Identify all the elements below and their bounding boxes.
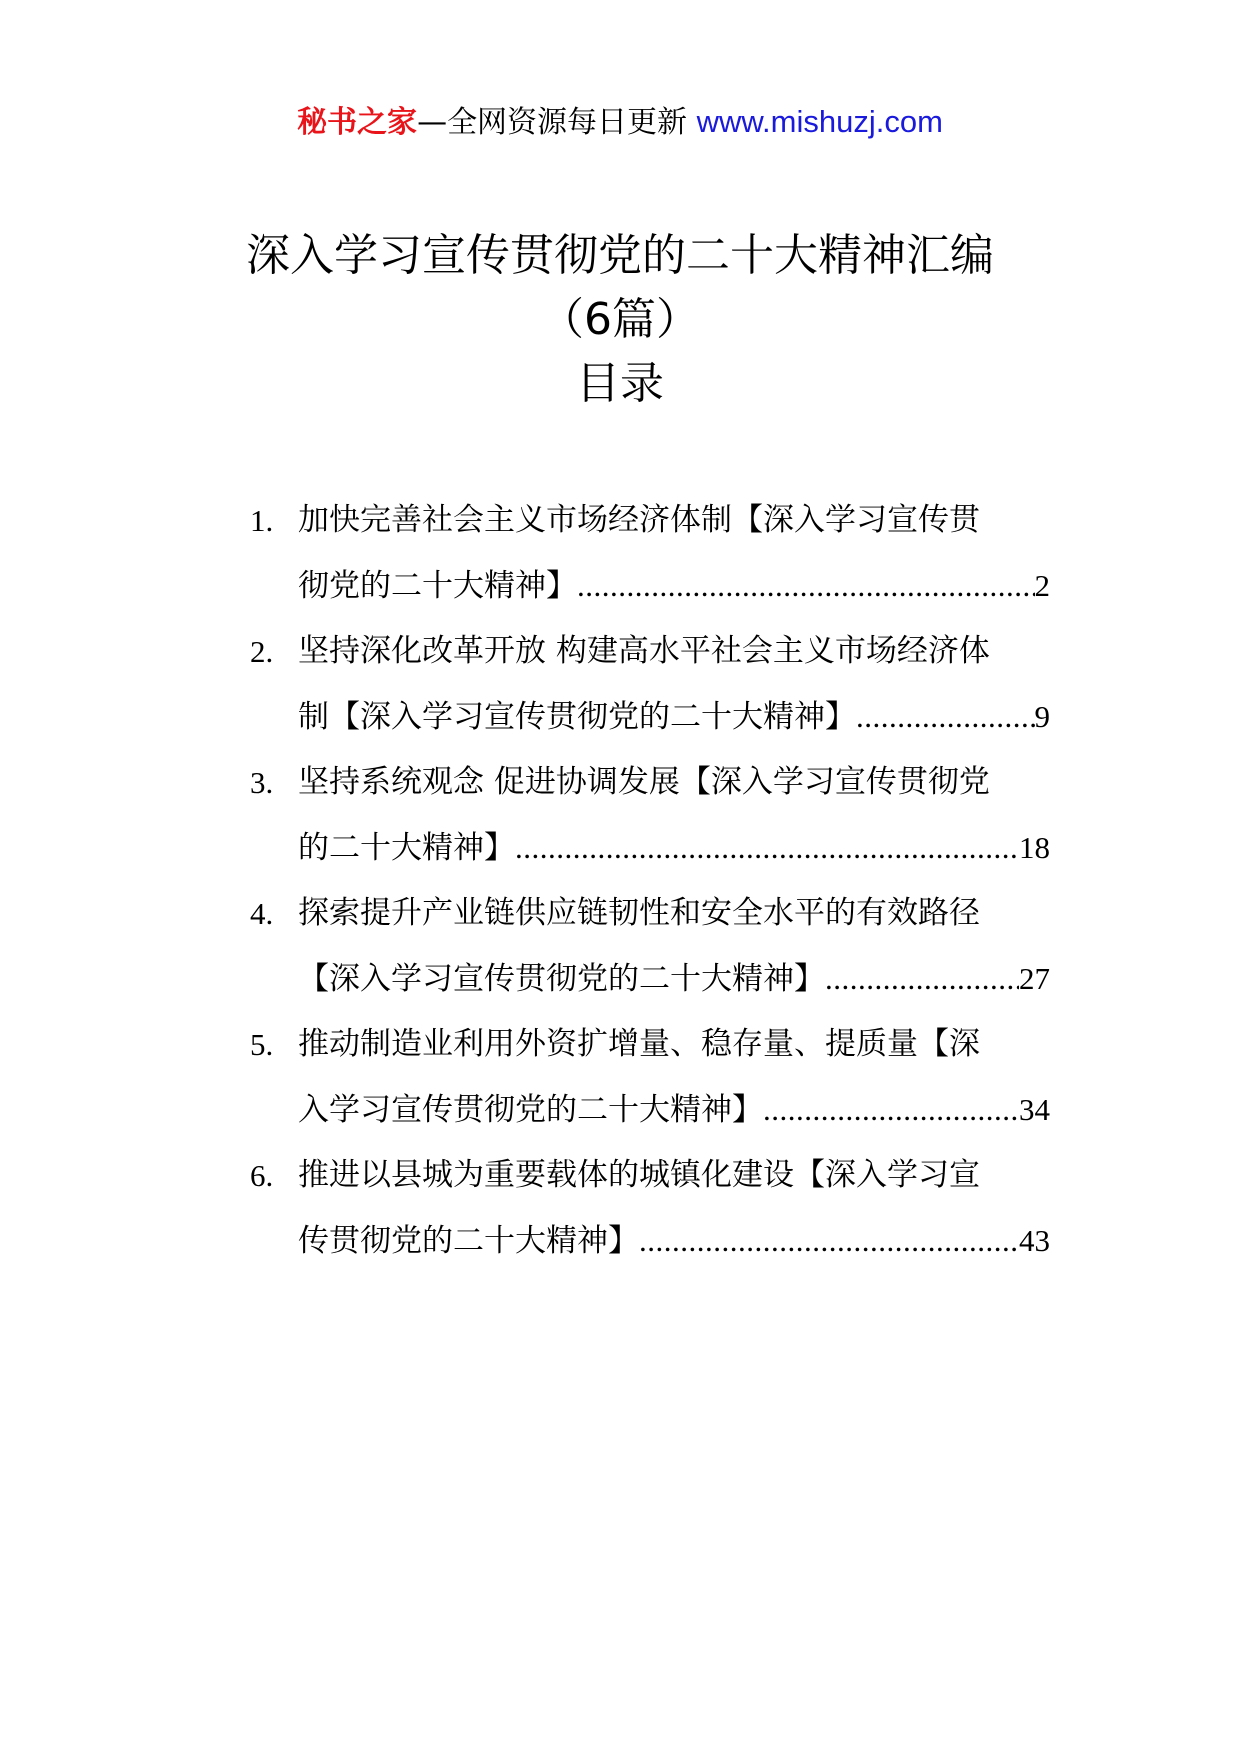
title-count: （6篇） [540,294,700,345]
toc-page-number: 34 [1019,1092,1050,1127]
toc-entry-5[interactable] [250,1012,1050,1143]
toc-entry-title-line1: 坚持深化改革开放 构建高水平社会主义市场经济体 [298,633,990,669]
toc-entry-title-line2-row [298,553,1050,619]
toc-entry-title-line1: 加快完善社会主义市场经济体制【深入学习宣传贯 [298,502,980,538]
toc-entry-title-line1: 坚持系统观念 促进协调发展【深入学习宣传贯彻党 [298,764,990,800]
toc-entry-title-line2-row [298,946,1050,1012]
toc-entry-title-line2: 【深入学习宣传贯彻党的二十大精神】 [298,961,825,997]
toc-page-number: 18 [1019,830,1050,865]
site-header [0,100,1240,145]
toc-entry-number: 4. [250,896,274,931]
toc-entry-title-line2-row [298,1077,1050,1143]
toc-entry-4[interactable] [250,881,1050,1012]
toc-entry-title-line2: 彻党的二十大精神】 [298,568,577,604]
table-of-contents [250,488,1050,1274]
brand-name: 秘书之家 [297,105,418,140]
toc-entry-1[interactable] [250,488,1050,619]
toc-entry-3[interactable] [250,750,1050,881]
toc-heading: 目录 [576,358,664,409]
header-tagline: —全网资源每日更新 [417,105,688,140]
toc-entry-title-line1: 推动制造业利用外资扩增量、稳存量、提质量【深 [298,1026,980,1062]
toc-entry-number: 3. [250,765,274,800]
toc-entry-title-line2: 传贯彻党的二十大精神】 [298,1223,639,1259]
toc-entry-number: 1. [250,503,274,538]
toc-page-number: 27 [1019,961,1050,996]
toc-entry-2[interactable] [250,619,1050,750]
toc-page-number: 2 [1034,568,1050,603]
toc-entry-number: 6. [250,1158,274,1193]
toc-entry-title-line1: 探索提升产业链供应链韧性和安全水平的有效路径 [298,895,980,931]
toc-dot-leader [577,553,1035,618]
toc-dot-leader [856,684,1035,749]
toc-entry-title-line2: 入学习宣传贯彻党的二十大精神】 [298,1092,763,1128]
toc-page-number: 43 [1019,1223,1050,1258]
toc-dot-leader [639,1208,1019,1273]
document-title [0,224,1240,416]
toc-entry-title-line2-row [298,815,1050,881]
toc-entry-title-line2-row [298,1208,1050,1274]
site-url-link[interactable]: www.mishuzj.com [696,104,943,139]
toc-page-number: 9 [1034,699,1050,734]
title-main: 深入学习宣传贯彻党的二十大精神汇编 [246,230,994,281]
toc-entry-title-line1: 推进以县城为重要载体的城镇化建设【深入学习宣 [298,1157,980,1193]
toc-entry-number: 2. [250,634,274,669]
toc-entry-number: 5. [250,1027,274,1062]
toc-entry-title-line2: 的二十大精神】 [298,830,515,866]
toc-dot-leader [515,815,1019,880]
toc-entry-title-line2: 制【深入学习宣传贯彻党的二十大精神】 [298,699,856,735]
toc-dot-leader [763,1077,1019,1142]
toc-dot-leader [825,946,1019,1011]
toc-entry-6[interactable] [250,1143,1050,1274]
toc-entry-title-line2-row [298,684,1050,750]
